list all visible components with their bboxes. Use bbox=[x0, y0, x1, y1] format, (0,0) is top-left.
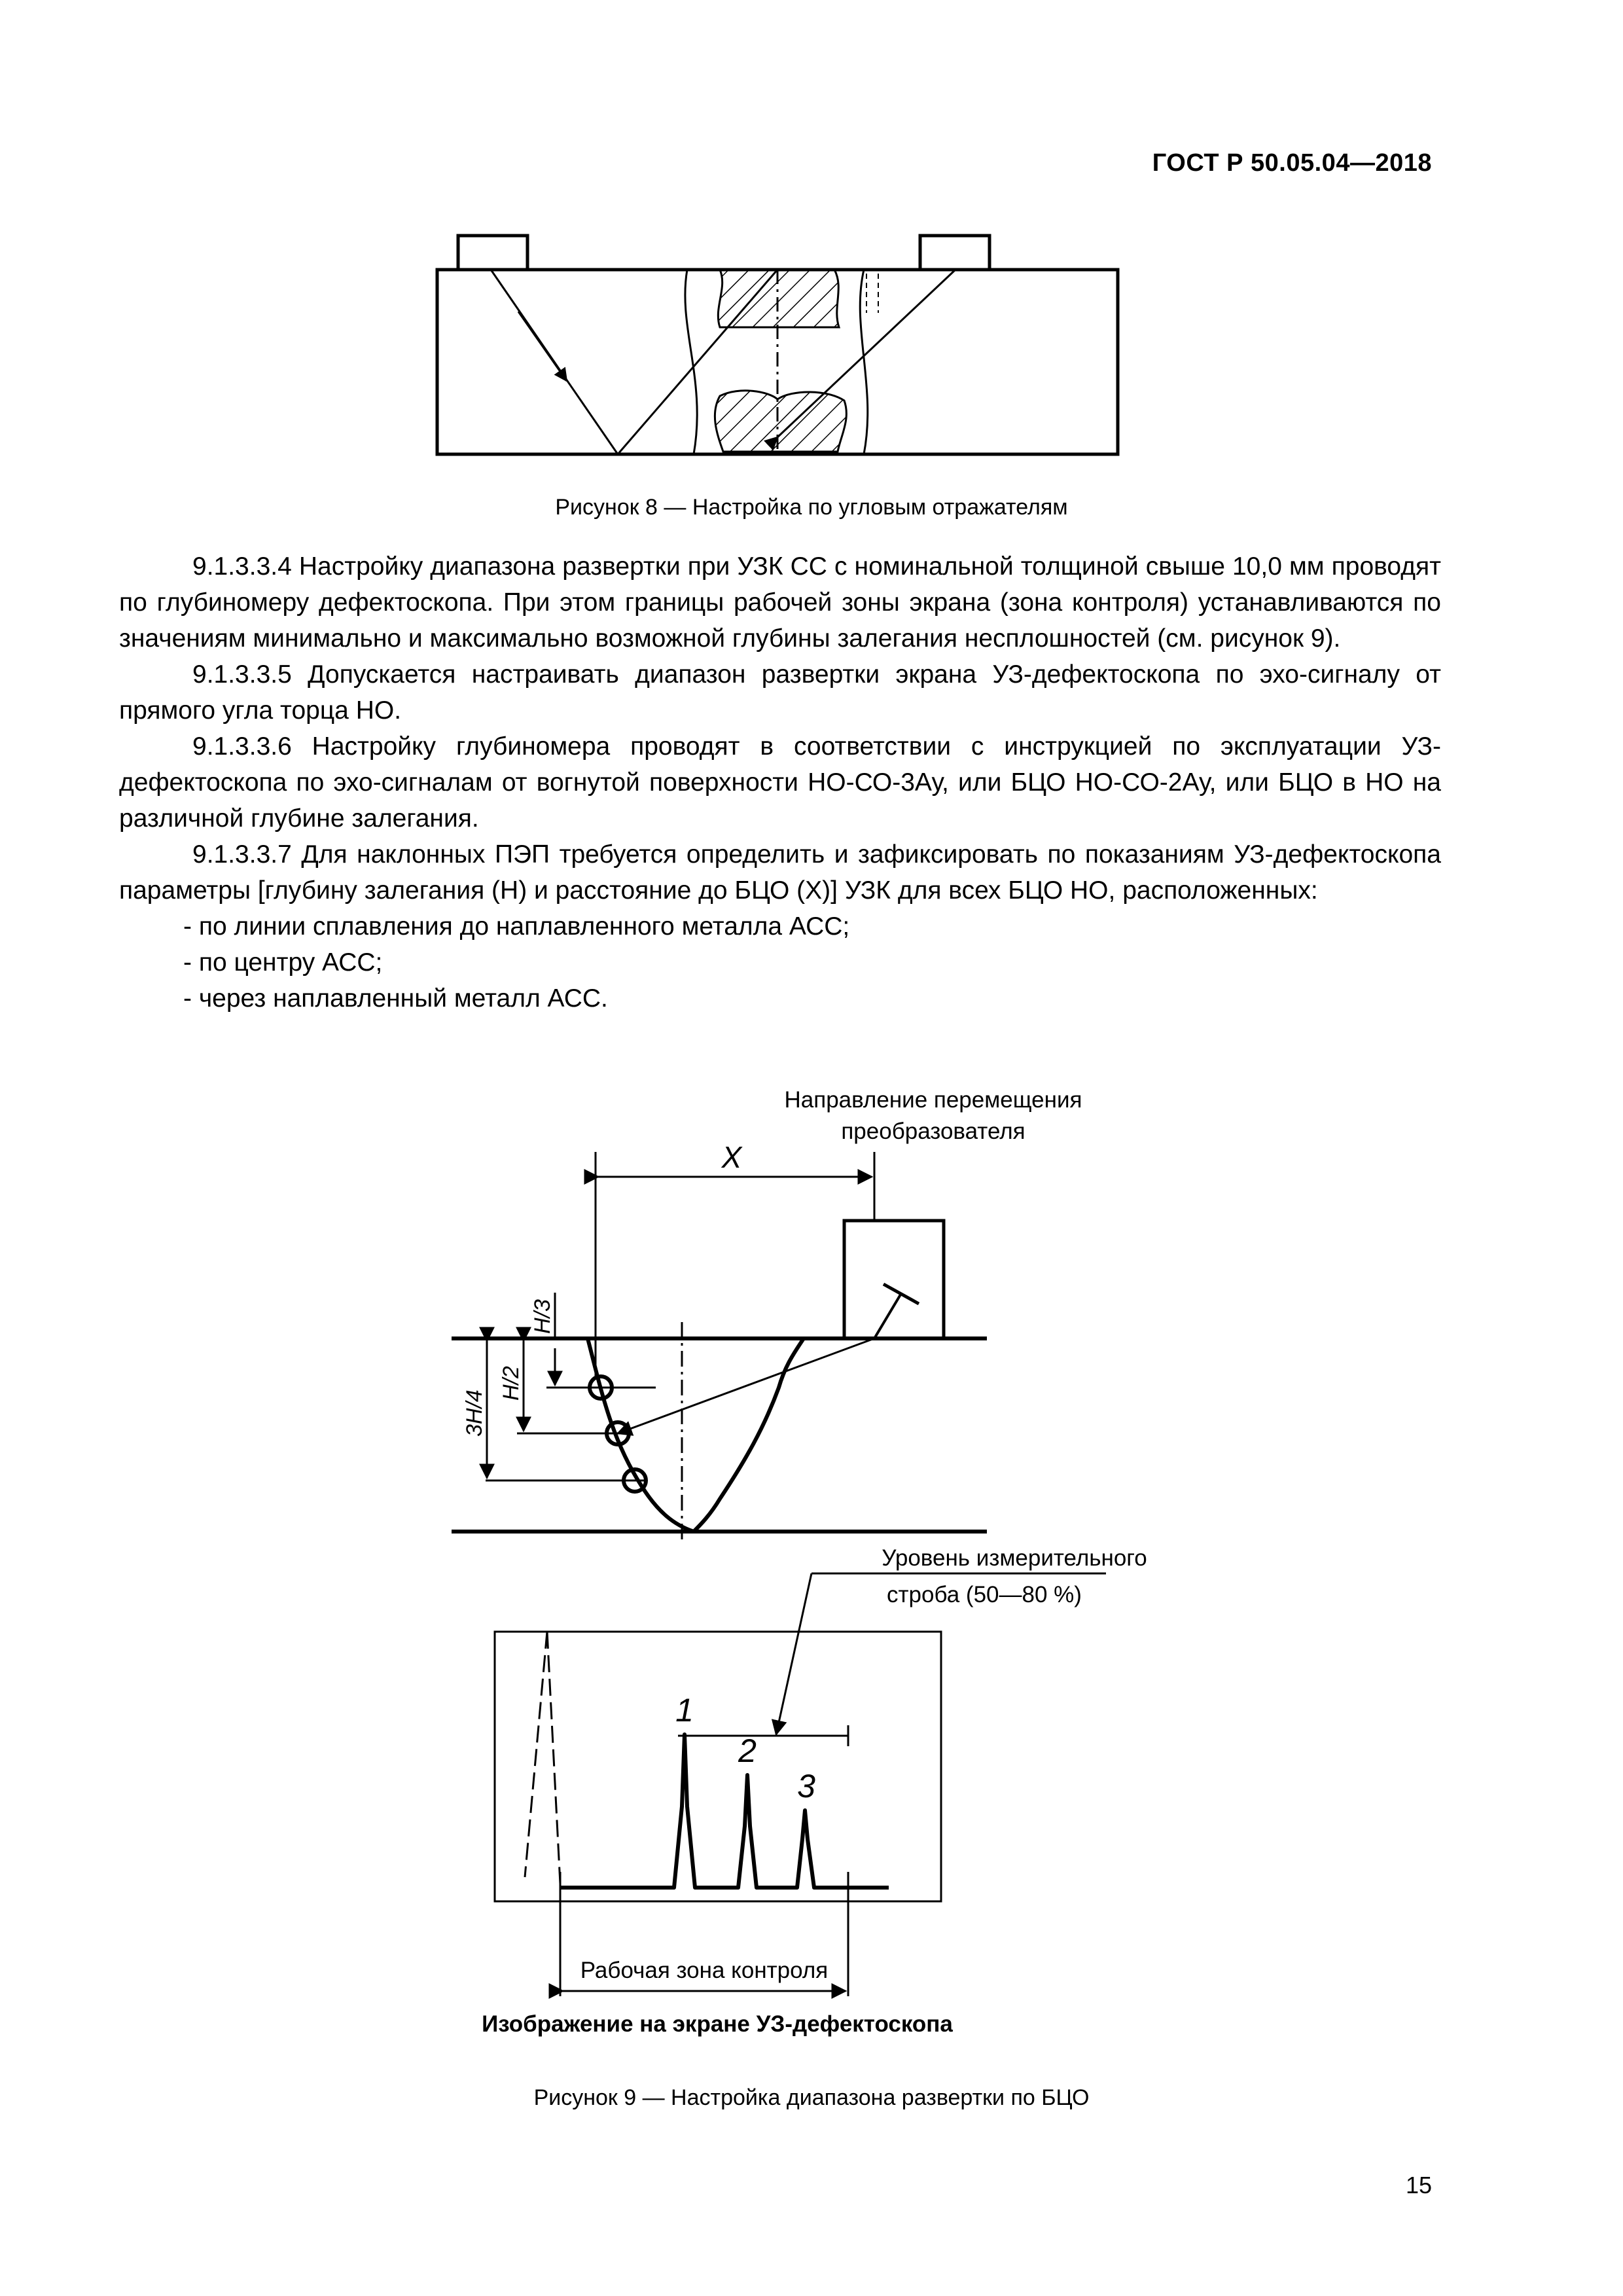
figure-8-caption: Рисунок 8 — Настройка по угловым отражателям bbox=[555, 495, 1068, 520]
list-item: - по центру АСС; bbox=[183, 944, 1441, 980]
page-number: 15 bbox=[1405, 2172, 1432, 2198]
paragraph: 9.1.3.3.7 Для наклонных ПЭП требуется определить и зафиксировать по показаниям УЗ-дефектоскопа параметры [глубину залегания (Н) и расстояние до БЦО (Х)] УЗК для всех БЦО НО, расположенных: bbox=[119, 840, 1441, 905]
list-item: - через наплавленный металл АСС. bbox=[183, 980, 1441, 1016]
screen-label: Изображение на экране УЗ-дефектоскопа bbox=[482, 2011, 953, 2037]
paragraph: 9.1.3.3.5 Допускается настраивать диапазон развертки экрана УЗ-дефектоскопа по эхо-сигналу от прямого угла торца НО. bbox=[119, 660, 1441, 725]
figure-9-caption: Рисунок 9 — Настройка диапазона развертки по БЦО bbox=[533, 2085, 1090, 2110]
x-label: X bbox=[721, 1140, 742, 1174]
h3-label: H/3 bbox=[530, 1299, 555, 1334]
peak-label-2: 2 bbox=[738, 1732, 757, 1769]
h2-label: H/2 bbox=[499, 1366, 524, 1401]
paragraph: 9.1.3.3.6 Настройку глубиномера проводят в соответствии с инструкцией по эксплуатации УЗ-дефектоскопа по эхо-сигналам от вогнутой поверхности НО-СО-3Ау, или БЦО НО-СО-2Ау, или БЦО в НО на различной глубине залегания. bbox=[119, 732, 1441, 833]
list-item: - по линии сплавления до наплавленного металла АСС; bbox=[183, 908, 1441, 944]
gate-label-line2: строба (50—80 %) bbox=[887, 1582, 1082, 1607]
direction-label-line2: преобразователя bbox=[841, 1119, 1026, 1144]
h34-label: 3H/4 bbox=[462, 1390, 487, 1437]
work-zone-label: Рабочая зона контроля bbox=[580, 1958, 829, 1983]
peak-label-1: 1 bbox=[675, 1692, 694, 1729]
direction-label-line1: Направление перемещения bbox=[784, 1087, 1082, 1113]
peak-label-3: 3 bbox=[797, 1768, 815, 1804]
gate-label-line1: Уровень измерительного bbox=[882, 1545, 1147, 1571]
paragraph: 9.1.3.3.4 Настройку диапазона развертки при УЗК СС с номинальной толщиной свыше 10,0 мм проводят по глубиномеру дефектоскопа. При этом границы рабочей зоны экрана (зона контроля) устанавливаются по значениям минимально и максимально возможной глубины залегания несплошностей (см. рисунок 9). bbox=[119, 552, 1441, 653]
standard-code: ГОСТ Р 50.05.04—2018 bbox=[1152, 149, 1432, 177]
